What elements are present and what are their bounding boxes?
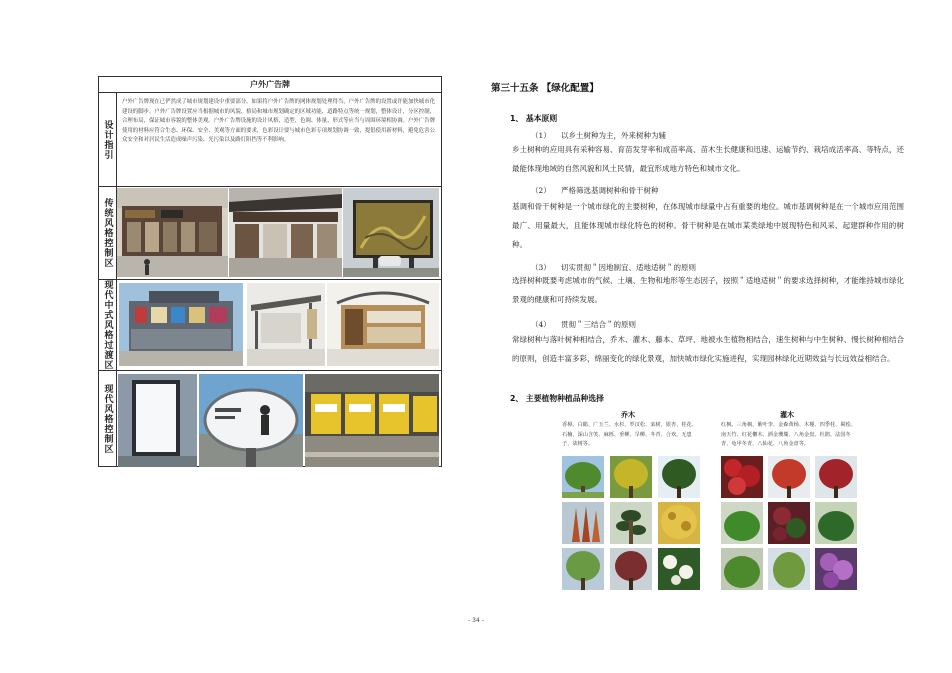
- principle-1-body: 乡土树种的应用具有采种容易、育苗发芽率和成苗率高、苗木生长健康和迅速、运输节约、栽培成活率高、等特点，还最能体现地域的自然风貌和风土民情，最宜形成地方特色和城市文化。: [512, 145, 904, 173]
- principle-2-body: 基调和骨干树种是一个城市绿化的主要树种，在体现城市绿量中占有重要的地位。城市基调树种是在一个城市应用范围最广、用量最大，且能体现城市绿化特色的树种。骨干树种是在城市某类绿地中展现特色和风采、起建群种作用的树种。: [512, 202, 904, 249]
- traditional-street-photo: [117, 188, 228, 277]
- shrub-photo: [721, 456, 763, 498]
- tree-photo: [562, 502, 604, 544]
- table-title: 户外广告牌: [99, 77, 441, 93]
- tree-photo: [658, 502, 700, 544]
- tree-photo: [562, 456, 604, 498]
- trees-title: 乔木: [621, 411, 635, 419]
- row-label: 现代中式风格过渡区: [99, 280, 117, 370]
- trees-list: 香樟、白蜡、广玉兰、水杉、罗汉松、栾树、银杏、桂花、石楠、深山含笑、麻栎、垂柳、旱柳、冬青、合欢、无患子、柒树等。: [562, 422, 697, 447]
- shrub-photo: [815, 548, 857, 590]
- shrub-photo: [721, 502, 763, 544]
- modern-chinese-signage-render: [327, 283, 439, 366]
- row-label: 传统风格控制区: [99, 187, 117, 279]
- row-traditional-style: [99, 187, 441, 280]
- shrub-photo: [721, 548, 763, 590]
- row-label: 设计指引: [99, 93, 117, 186]
- section-basic-principles: 1、 基本原则: [510, 114, 558, 123]
- row-design-guide: [99, 93, 441, 187]
- street-billboard-row-photo: [305, 374, 439, 467]
- article-title: 第三十五条 【绿化配置】: [491, 83, 599, 94]
- principle-4-heading: （4） 贯彻＂三结合＂的原则: [531, 320, 636, 329]
- principle-3-body: 选择树种既要考虑城市的气候、土壤、生物和地形等生态因子，按照＂适地适树＂的要求选择树种，才能维持城市绿化景观的健康和可持续发展。: [512, 276, 904, 304]
- round-billboard-photo: [199, 374, 303, 467]
- traditional-billboard-photo: [343, 188, 439, 277]
- traditional-shopfront-photo: [229, 188, 342, 277]
- shrub-photo: [768, 502, 810, 544]
- shrub-photo: [815, 502, 857, 544]
- shrub-photo: [815, 456, 857, 498]
- page-number: - 34 -: [468, 617, 484, 624]
- tree-photo: [610, 456, 652, 498]
- principle-2-heading: （2） 严格筛选基调树种和骨干树种: [531, 186, 659, 195]
- principle-3-heading: （3） 切实贯彻＂因地制宜、适地适树＂的原则: [531, 263, 696, 272]
- modern-chinese-building-photo: [119, 283, 243, 366]
- bus-shelter-render: [247, 283, 325, 366]
- section-main-plant-species: 2、 主要植物种植品种选择: [510, 394, 604, 403]
- outdoor-billboard-table: [98, 76, 442, 467]
- tree-photo: [658, 456, 700, 498]
- tree-photo: [610, 548, 652, 590]
- shrubs-title: 灌木: [780, 411, 794, 419]
- shrubs-list: 红枫、三角枫、紫叶李、金森黄杨、木槿、四季桂、蜀桧、南天竹、红花檵木、洒金珊瑚、八角金盘、杜鹃、法国冬青、龟甲冬青、八仙花、八角金盘等。: [721, 422, 856, 447]
- tree-photo: [658, 548, 700, 590]
- row-modern-chinese-style: [99, 280, 441, 371]
- row-label: 现代风格控制区: [99, 371, 117, 466]
- lightbox-billboard-photo: [118, 374, 197, 467]
- principle-1-heading: （1） 以乡土树种为主，外来树种为辅: [531, 131, 666, 140]
- tree-photo: [562, 548, 604, 590]
- shrub-photo: [768, 548, 810, 590]
- row-modern-style: [99, 371, 441, 466]
- principle-4-body: 常绿树种与落叶树种相结合，乔木、灌木、藤本、草坪、地被水生植物相结合，速生树种与中生树种、慢长树种相结合的原则，创造丰富多彩，绵丽变化的绿化景观，加快城市绿化实施进程，实现园林绿化近期效益与长远效益相结合。: [512, 335, 904, 363]
- shrub-photo: [768, 456, 810, 498]
- tree-photo: [610, 502, 652, 544]
- design-guide-text: 户外广告牌现在已俨然成了城市规划建设中重要部分，如果将户外广告牌的网体规划处理得当，户外广告牌的设置或许能加快城市化建设的脚步。户外广告牌设置应当根据城市的风貌、格局和城市规划确定的区域功能、道路特点等统一规划，整体设计，分区控制，合理布局，保证城市容貌的整体美观。户外广告牌设施的设计风格、造型、色调、体量、形式等应当与周围环境相协调。户外广告牌使用的材料应符合生态、环保、安全、美观等方面的要求，色彩设计要与城市色彩专项规划协调一致，提倡使用新材料，避免危害公众安全和对居民生活造成噪声污染、光污染以及路灯阻挡等不利影响。: [122, 99, 435, 144]
